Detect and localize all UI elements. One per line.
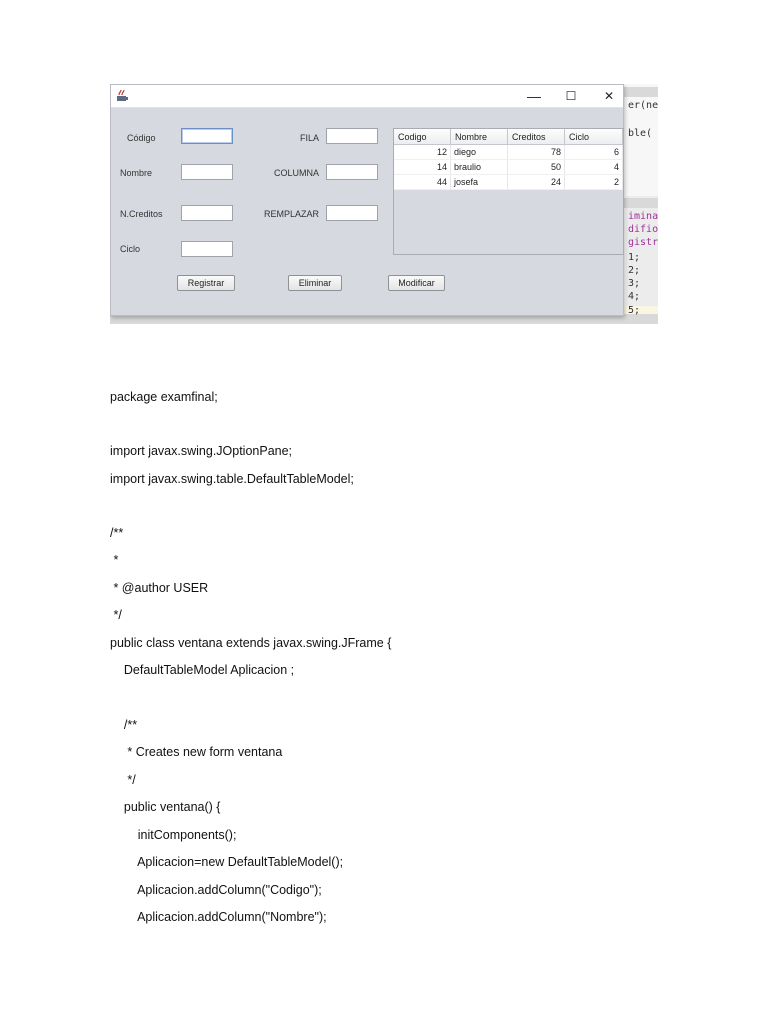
cell-creditos[interactable]: 50 bbox=[508, 160, 565, 175]
ide-code-line: 5; bbox=[628, 305, 641, 316]
cell-creditos[interactable]: 78 bbox=[508, 145, 565, 160]
cell-ciclo[interactable]: 6 bbox=[565, 145, 623, 160]
code-line-comment: * bbox=[110, 553, 119, 567]
column-header-codigo[interactable]: Codigo bbox=[394, 129, 451, 145]
code-line-statement: Aplicacion.addColumn("Nombre"); bbox=[110, 910, 327, 924]
minimize-button[interactable]: — bbox=[527, 88, 541, 104]
java-cup-icon bbox=[116, 89, 129, 102]
cell-codigo[interactable]: 14 bbox=[394, 160, 451, 175]
table-row[interactable] bbox=[394, 160, 623, 175]
code-line-class: public class ventana extends javax.swing.JFrame { bbox=[110, 636, 392, 650]
label-fila: FILA bbox=[299, 133, 319, 143]
label-remplazar: REMPLAZAR bbox=[263, 209, 319, 219]
cell-nombre[interactable]: josefa bbox=[451, 175, 508, 190]
code-line-comment: * @author USER bbox=[110, 581, 209, 595]
close-button[interactable]: ✕ bbox=[603, 89, 615, 103]
label-codigo: Código bbox=[127, 133, 156, 143]
code-line-import: import javax.swing.table.DefaultTableModel; bbox=[110, 472, 354, 486]
ide-code-line: gistr bbox=[628, 237, 658, 248]
table-row[interactable] bbox=[394, 175, 623, 190]
code-line-comment: /** bbox=[110, 718, 138, 732]
code-line-comment: */ bbox=[110, 608, 122, 622]
codigo-input[interactable] bbox=[181, 128, 233, 144]
label-columna: COLUMNA bbox=[273, 168, 319, 178]
ide-code-line: 1; bbox=[628, 252, 641, 263]
code-line-statement: Aplicacion=new DefaultTableModel(); bbox=[110, 855, 344, 869]
table-header-row bbox=[394, 129, 623, 145]
modificar-button[interactable]: Modificar bbox=[388, 275, 445, 291]
table-row[interactable] bbox=[394, 145, 623, 160]
code-line-comment: */ bbox=[110, 773, 136, 787]
code-line-package: package examfinal; bbox=[110, 390, 218, 404]
column-header-creditos[interactable]: Creditos bbox=[508, 129, 565, 145]
remplazar-input[interactable] bbox=[326, 205, 378, 221]
code-line-import: import javax.swing.JOptionPane; bbox=[110, 444, 293, 458]
code-line-statement: Aplicacion.addColumn("Codigo"); bbox=[110, 883, 322, 897]
data-table[interactable] bbox=[394, 129, 623, 190]
cell-creditos[interactable]: 24 bbox=[508, 175, 565, 190]
ncreditos-input[interactable] bbox=[181, 205, 233, 221]
maximize-button[interactable]: ☐ bbox=[565, 89, 577, 103]
code-line-constructor: public ventana() { bbox=[110, 800, 221, 814]
code-line-statement: initComponents(); bbox=[110, 828, 237, 842]
ciclo-input[interactable] bbox=[181, 241, 233, 257]
label-ciclo: Ciclo bbox=[120, 244, 141, 254]
columna-input[interactable] bbox=[326, 164, 378, 180]
fila-input[interactable] bbox=[326, 128, 378, 144]
ide-code-line: imina bbox=[628, 211, 658, 222]
window-titlebar[interactable] bbox=[111, 85, 623, 108]
code-line-comment: /** bbox=[110, 526, 124, 540]
ide-code-line: 3; bbox=[628, 278, 641, 289]
code-line-comment: * Creates new form ventana bbox=[110, 745, 283, 759]
registrar-button[interactable]: Registrar bbox=[177, 275, 235, 291]
ide-code-line: 2; bbox=[628, 265, 641, 276]
label-ncreditos: N.Creditos bbox=[120, 209, 163, 219]
cell-codigo[interactable]: 44 bbox=[394, 175, 451, 190]
ide-code-line: er(ne bbox=[628, 100, 658, 111]
column-header-nombre[interactable]: Nombre bbox=[451, 129, 508, 145]
cell-ciclo[interactable]: 4 bbox=[565, 160, 623, 175]
data-table-scrollpane[interactable] bbox=[393, 128, 624, 255]
eliminar-button[interactable]: Eliminar bbox=[288, 275, 342, 291]
ide-code-line: 4; bbox=[628, 291, 641, 302]
cell-ciclo[interactable]: 2 bbox=[565, 175, 623, 190]
cell-nombre[interactable]: braulio bbox=[451, 160, 508, 175]
cell-nombre[interactable]: diego bbox=[451, 145, 508, 160]
nombre-input[interactable] bbox=[181, 164, 233, 180]
column-header-ciclo[interactable]: Ciclo bbox=[565, 129, 623, 145]
ide-code-line: difio bbox=[628, 224, 658, 235]
app-screenshot bbox=[110, 84, 658, 324]
code-line-field: DefaultTableModel Aplicacion ; bbox=[110, 663, 295, 677]
ide-code-line: ble( bbox=[628, 128, 653, 139]
jframe-window bbox=[110, 84, 624, 316]
label-nombre: Nombre bbox=[120, 168, 153, 178]
cell-codigo[interactable]: 12 bbox=[394, 145, 451, 160]
